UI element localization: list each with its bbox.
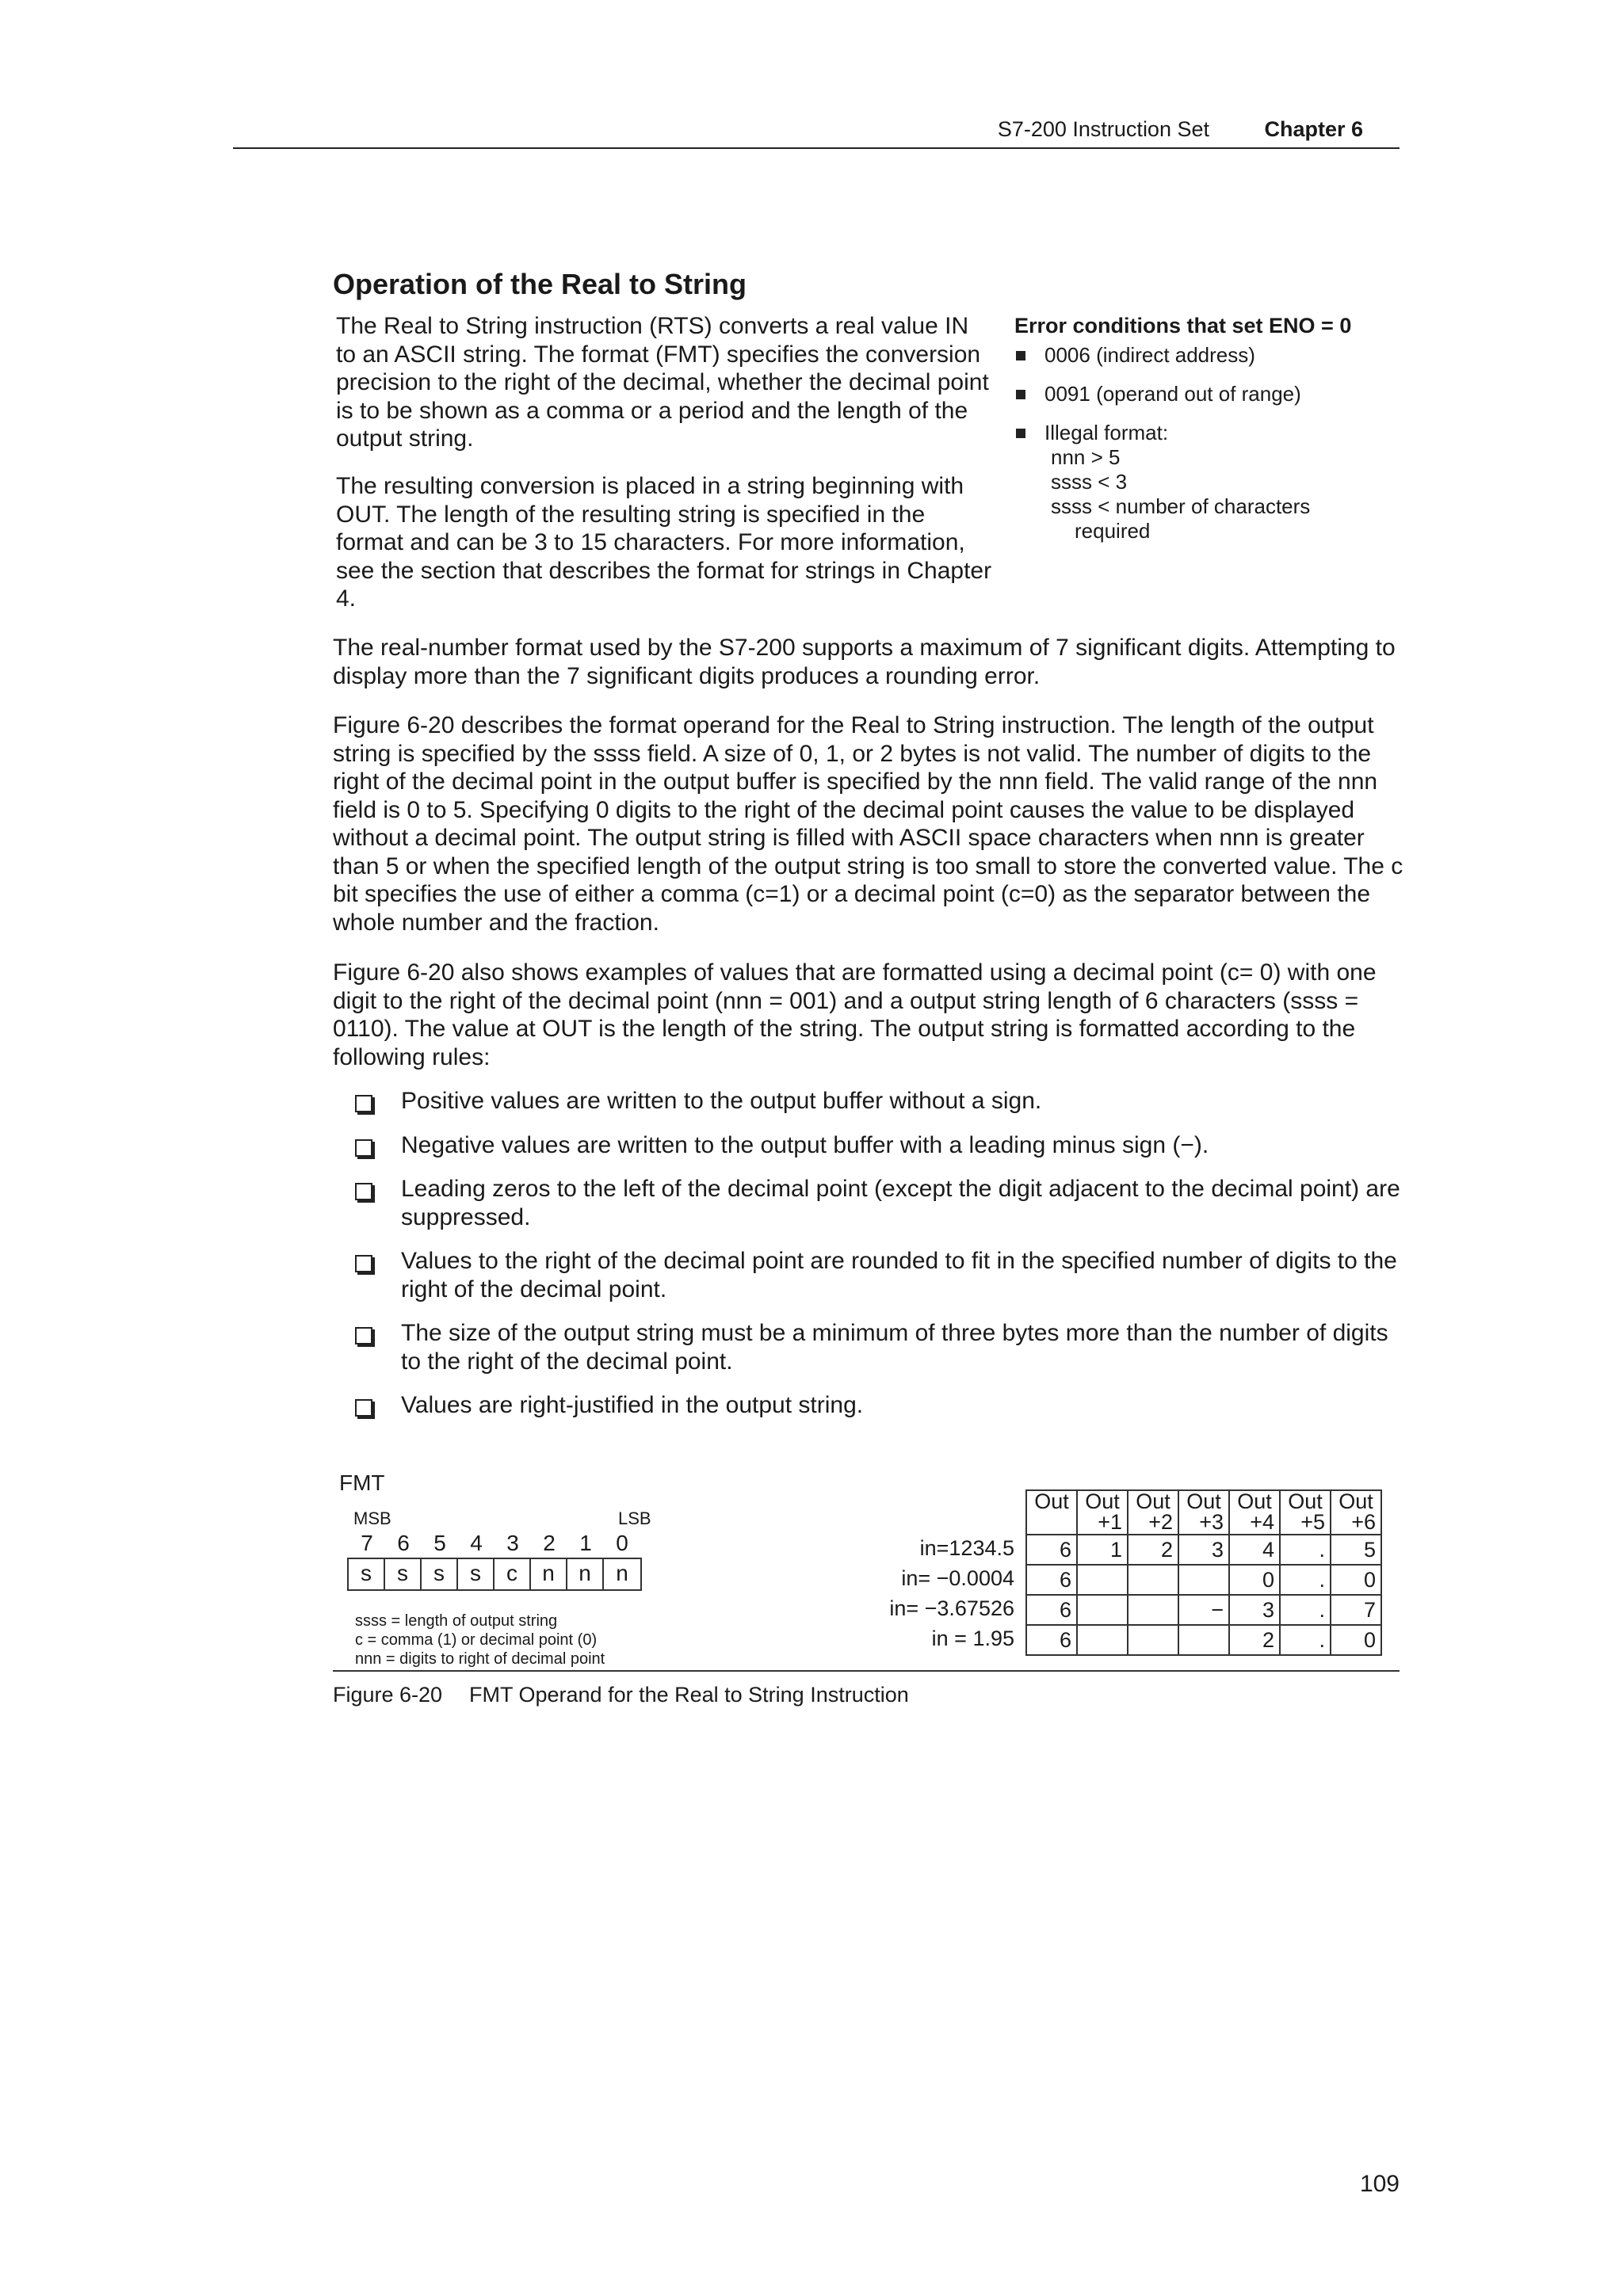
- list-item: Values to the right of the decimal point are rounded to fit in the specified number of digits to the right of the decimal point.: [349, 1247, 1411, 1303]
- legend-line: nnn = digits to right of decimal point: [355, 1650, 605, 1668]
- error-sub-item: required: [1075, 519, 1151, 543]
- column-header: Out +2: [1128, 1490, 1178, 1535]
- column-header: Out +1: [1077, 1490, 1128, 1535]
- table-cell: 6: [1026, 1625, 1077, 1655]
- paragraph-precision: The real-number format used by the S7-200 supports a maximum of 7 significant digits. Attempting to display more than the 7 significant digits produces a rounding error.: [333, 635, 1396, 689]
- fmt-label: FMT: [339, 1470, 385, 1495]
- table-cell: [1128, 1625, 1178, 1655]
- table-cell: .: [1280, 1565, 1331, 1595]
- rules-list: [349, 1087, 1411, 1436]
- list-item: Positive values are written to the output buffer without a sign.: [349, 1087, 1411, 1116]
- bit-number: 6: [397, 1531, 410, 1555]
- table-cell: 0: [1331, 1625, 1381, 1655]
- paragraph-format: Figure 6-20 describes the format operand for the Real to String instruction. The length of the output string is specified by the ssss field. A size of 0, 1, or 2 bytes is not valid. The number of digits to the right of the decimal point in the output buffer is specified by the nnn field. The valid range of the nnn field is 0 to 5. Specifying 0 digits to the right of the decimal point causes the value to be displayed without a decimal point. The output string is filled with ASCII space characters when nnn is greater than 5 or when the specified length of the output string is too small to store the converted value. The c bit specifies the use of either a comma (c=1) or a decimal point (c=0) as the separator between the whole number and the fraction.: [333, 712, 1403, 936]
- bit-number: 5: [433, 1531, 446, 1555]
- table-cell: .: [1280, 1535, 1331, 1565]
- page-number: 109: [1359, 2171, 1400, 2197]
- fmt-legend: [355, 1611, 605, 1669]
- bit-cell: s: [422, 1559, 458, 1589]
- error-sub-list: [1014, 445, 1411, 543]
- column-header: Out +6: [1331, 1490, 1381, 1535]
- input-value: in= −0.0004: [901, 1566, 1014, 1590]
- legend-line: c = comma (1) or decimal point (0): [355, 1631, 598, 1649]
- output-table: [1025, 1489, 1382, 1656]
- table-cell: [1128, 1565, 1178, 1595]
- bit-number: 7: [361, 1531, 373, 1555]
- bit-numbers: [349, 1531, 640, 1556]
- error-conditions: [1014, 314, 1411, 543]
- table-cell: 2: [1229, 1625, 1280, 1655]
- column-header: Out +3: [1178, 1490, 1229, 1535]
- figure-caption: [333, 1683, 909, 1707]
- table-cell: [1178, 1625, 1229, 1655]
- list-item: Negative values are written to the output buffer with a leading minus sign (−).: [349, 1131, 1411, 1160]
- table-cell: 6: [1026, 1595, 1077, 1625]
- table-row: [1026, 1595, 1381, 1625]
- table-row: [1026, 1625, 1381, 1655]
- column-header: Out +4: [1229, 1490, 1280, 1535]
- error-item: 0006 (indirect address): [1014, 343, 1411, 368]
- error-sub-item: ssss < number of characters: [1051, 494, 1311, 518]
- table-cell: 6: [1026, 1565, 1077, 1595]
- table-cell: [1077, 1595, 1128, 1625]
- table-cell: −: [1178, 1595, 1229, 1625]
- bit-number: 2: [543, 1531, 556, 1555]
- page-header: [233, 116, 1400, 149]
- section-title: Operation of the Real to String: [333, 268, 747, 300]
- caption-number: Figure 6-20: [333, 1683, 443, 1707]
- error-item: Illegal format:: [1014, 421, 1411, 445]
- figure-divider: [333, 1670, 1400, 1672]
- column-header: Out: [1026, 1490, 1077, 1535]
- table-cell: 5: [1331, 1535, 1381, 1565]
- bit-cell: s: [385, 1559, 422, 1589]
- checkbox-bullet-icon: [355, 1399, 372, 1417]
- error-item: 0091 (operand out of range): [1014, 382, 1411, 406]
- column-header: Out +5: [1280, 1490, 1331, 1535]
- input-value: in = 1.95: [931, 1627, 1014, 1650]
- table-cell: [1128, 1595, 1178, 1625]
- bit-cell: s: [349, 1559, 385, 1589]
- list-item: The size of the output string must be a minimum of three bytes more than the number of digits to the right of the decimal point.: [349, 1319, 1411, 1375]
- checkbox-bullet-icon: [355, 1139, 372, 1157]
- checkbox-bullet-icon: [355, 1255, 372, 1272]
- table-cell: .: [1280, 1595, 1331, 1625]
- legend-line: ssss = length of output string: [355, 1612, 558, 1630]
- table-cell: 3: [1229, 1595, 1280, 1625]
- table-cell: 2: [1128, 1535, 1178, 1565]
- checkbox-bullet-icon: [355, 1095, 372, 1112]
- table-cell: 0: [1331, 1565, 1381, 1595]
- bit-cell: n: [567, 1559, 604, 1589]
- table-header-row: [1026, 1490, 1381, 1535]
- list-item: Values are right-justified in the output string.: [349, 1391, 1411, 1420]
- caption-text: FMT Operand for the Real to String Instruction: [469, 1683, 909, 1707]
- example-inputs: [872, 1534, 1014, 1654]
- input-value: in= −3.67526: [889, 1596, 1014, 1620]
- bit-number: 0: [616, 1531, 628, 1555]
- error-sub-item: ssss < 3: [1051, 470, 1128, 494]
- list-item: Leading zeros to the left of the decimal point (except the digit adjacent to the decimal point) are suppressed.: [349, 1175, 1411, 1231]
- checkbox-bullet-icon: [355, 1327, 372, 1344]
- table-cell: 6: [1026, 1535, 1077, 1565]
- table-cell: 3: [1178, 1535, 1229, 1565]
- table-cell: 7: [1331, 1595, 1381, 1625]
- paragraph-examples: Figure 6-20 also shows examples of values that are formatted using a decimal point (c= 0) with one digit to the right of the decimal point (nnn = 001) and a output string length of 6 characters (ssss = 0110). The value at OUT is the length of the string. The output string is formatted according to the following rules:: [333, 959, 1377, 1070]
- paragraph-intro: The Real to String instruction (RTS) converts a real value IN to an ASCII string. The format (FMT) specifies the conversion precision to the right of the decimal, whether the decimal point is to be shown as a comma or a period and the length of the output string.: [336, 313, 989, 452]
- error-sub-item: nnn > 5: [1051, 445, 1121, 469]
- bit-number: 1: [579, 1531, 592, 1555]
- paragraph-output: The resulting conversion is placed in a string beginning with OUT. The length of the resulting string is specified in the format and can be 3 to 15 characters. For more information, see the section that describes the format for strings in Chapter 4.: [336, 473, 992, 612]
- bullet-square-icon: [1016, 351, 1025, 360]
- msb-label: MSB: [353, 1508, 391, 1528]
- table-cell: [1178, 1565, 1229, 1595]
- table-cell: 1: [1077, 1535, 1128, 1565]
- lsb-label: LSB: [618, 1508, 651, 1528]
- table-cell: 4: [1229, 1535, 1280, 1565]
- table-cell: [1077, 1565, 1128, 1595]
- fmt-bit-field: [347, 1558, 642, 1591]
- table-cell: 0: [1229, 1565, 1280, 1595]
- table-row: [1026, 1565, 1381, 1595]
- table-cell: [1077, 1625, 1128, 1655]
- header-title: S7-200 Instruction Set: [997, 117, 1209, 141]
- header-chapter: Chapter 6: [1264, 117, 1363, 141]
- bit-cell: s: [458, 1559, 495, 1589]
- bit-cell: n: [531, 1559, 567, 1589]
- bullet-square-icon: [1016, 390, 1025, 399]
- table-row: [1026, 1535, 1381, 1565]
- checkbox-bullet-icon: [355, 1183, 372, 1200]
- bit-number: 4: [470, 1531, 483, 1555]
- input-value: in=1234.5: [919, 1536, 1014, 1560]
- error-conditions-title: Error conditions that set ENO = 0: [1014, 314, 1352, 338]
- bullet-square-icon: [1016, 429, 1025, 438]
- bit-cell: c: [495, 1559, 531, 1589]
- bit-number: 3: [506, 1531, 519, 1555]
- bit-cell: n: [616, 1561, 628, 1585]
- table-cell: .: [1280, 1625, 1331, 1655]
